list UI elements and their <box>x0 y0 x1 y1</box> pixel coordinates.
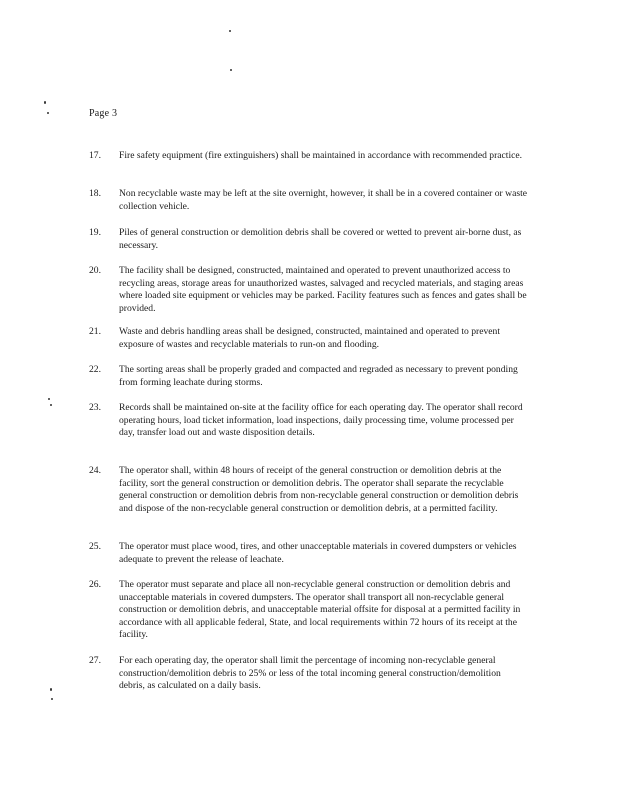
list-item <box>89 465 529 515</box>
list-item <box>89 402 529 440</box>
item-text: Piles of general construction or demolition debris shall be covered or wetted to prevent air-borne dust, as necessary. <box>119 227 522 251</box>
item-number: 19. <box>89 227 101 238</box>
scan-speck <box>229 30 231 32</box>
list-item <box>89 326 529 351</box>
scan-speck <box>51 698 53 700</box>
scan-speck <box>230 69 232 71</box>
page-number: Page 3 <box>89 108 118 119</box>
item-number: 22. <box>89 364 101 375</box>
list-item <box>89 541 529 566</box>
item-text: The facility shall be designed, constructed, maintained and operated to prevent unauthorized access to recycling areas, storage areas for unauthorized wastes, salvaged and recycled materials, and staging areas where loaded site equipment or vehicles may be parked. Facility features such as fences and gates shall be provided. <box>119 265 527 314</box>
item-text: Records shall be maintained on-site at the facility office for each operating day. The operator shall record operating hours, load ticket information, load inspections, daily processing time, volume processed per day, transfer load out and waste disposition details. <box>119 402 523 439</box>
item-text: The operator shall, within 48 hours of receipt of the general construction or demolition debris at the facility, sort the general construction or demolition debris. The operator shall separate the recyclable general construction or demolition debris from non-recyclable general construction or demolition debris and dispose of the non-recyclable general construction or demolition debris, at a permitted facility. <box>119 465 519 514</box>
item-number: 23. <box>89 402 101 413</box>
item-number: 27. <box>89 655 101 666</box>
list-item <box>89 265 529 315</box>
item-text: The operator must place wood, tires, and other unacceptable materials in covered dumpsters or vehicles adequate to prevent the release of leachate. <box>119 541 517 565</box>
item-text: Non recyclable waste may be left at the site overnight, however, it shall be in a covered container or waste collection vehicle. <box>119 188 527 212</box>
item-number: 17. <box>89 150 101 161</box>
item-text: The sorting areas shall be properly graded and compacted and regraded as necessary to prevent ponding from forming leachate during storms. <box>119 364 518 388</box>
item-number: 25. <box>89 541 101 552</box>
scan-speck <box>44 101 46 104</box>
scan-speck <box>47 112 49 114</box>
list-item <box>89 655 529 693</box>
list-item <box>89 364 529 389</box>
list-item <box>89 150 529 163</box>
scan-speck <box>50 688 52 691</box>
list-item <box>89 188 529 213</box>
list-item <box>89 227 529 252</box>
list-item <box>89 579 529 642</box>
item-number: 26. <box>89 579 101 590</box>
item-text: Waste and debris handling areas shall be designed, constructed, maintained and operated to prevent exposure of wastes and recyclable materials to run-on and flooding. <box>119 326 500 350</box>
item-text: For each operating day, the operator shall limit the percentage of incoming non-recyclable general construction/demolition debris to 25% or less of the total incoming general construction/demolition debris, as calculated on a daily basis. <box>119 655 501 692</box>
item-text: The operator must separate and place all non-recyclable general construction or demolition debris and unacceptable materials in covered dumpsters. The operator shall transport all non-recyclable general construction or demolition debris, and unacceptable material offsite for disposal at a permitted facility in accordance with all applicable federal, State, and local requirements within 72 hours of its receipt at the facility. <box>119 579 521 641</box>
item-number: 21. <box>89 326 101 337</box>
scan-speck <box>50 404 52 406</box>
item-number: 24. <box>89 465 101 476</box>
scan-speck <box>48 398 50 400</box>
item-number: 20. <box>89 265 101 276</box>
item-text: Fire safety equipment (fire extinguishers) shall be maintained in accordance with recommended practice. <box>119 150 523 161</box>
item-number: 18. <box>89 188 101 199</box>
